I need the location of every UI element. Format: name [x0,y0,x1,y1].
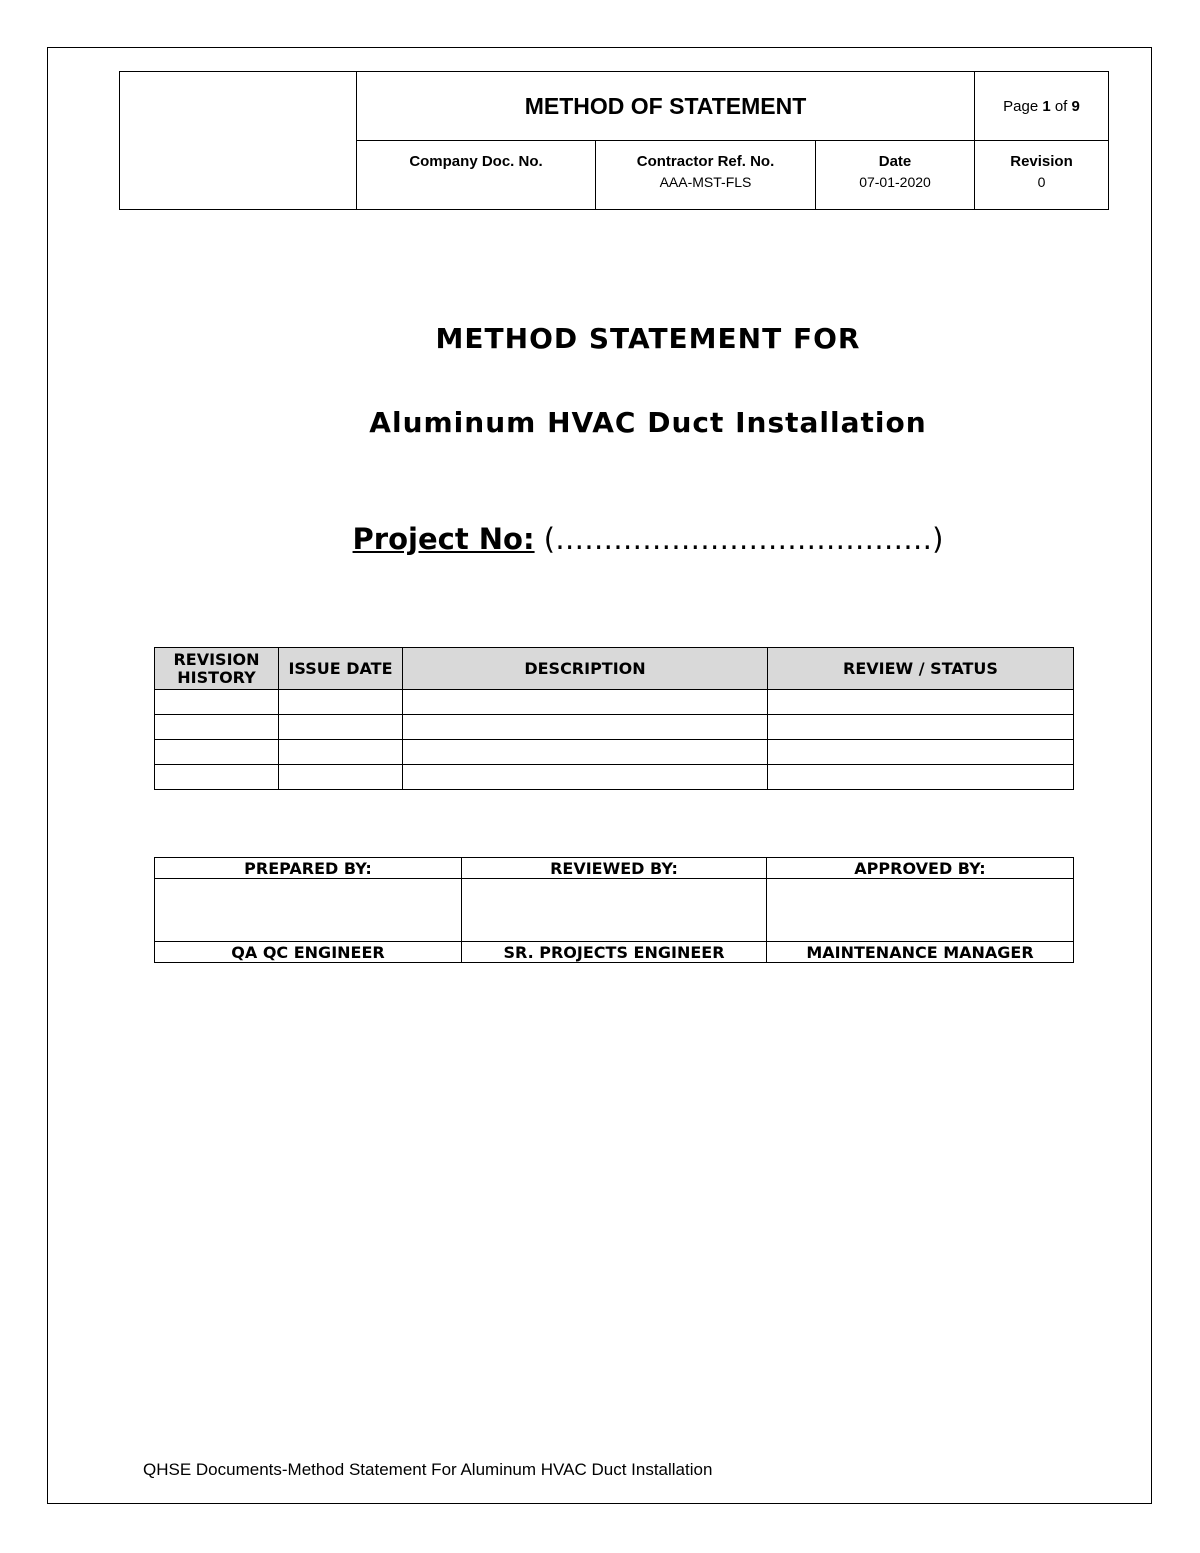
table-cell [403,690,768,715]
table-cell [155,740,279,765]
table-cell [155,765,279,790]
revision-value: 0 [1037,174,1046,190]
table-cell [279,715,403,740]
revision-cell [975,141,1109,210]
table-cell [403,740,768,765]
revision-history-table [154,647,1074,790]
table-row [155,715,1074,740]
reviewed-by-signature [462,879,767,942]
col-issue-date: ISSUE DATE [279,648,403,690]
contractor-ref-value: AAA-MST-FLS [659,174,752,190]
table-row [155,740,1074,765]
prepared-by-label: PREPARED BY: [155,858,462,879]
signature-blank-row [155,879,1074,942]
main-title-line2: Aluminum HVAC Duct Installation [369,406,927,439]
main-title-line1: METHOD STATEMENT FOR [435,322,861,355]
date-label: Date [878,153,912,170]
project-number-label: Project No: [352,522,535,556]
reviewed-by-role: SR. PROJECTS ENGINEER [462,942,767,963]
contractor-ref-cell [596,141,816,210]
company-doc-cell [357,141,596,210]
signature-header-row [155,858,1074,879]
revision-header-row [155,648,1074,690]
contractor-ref-label: Contractor Ref. No. [636,153,775,170]
approved-by-label: APPROVED BY: [767,858,1074,879]
table-cell [279,765,403,790]
page-current: 1 [1042,97,1051,115]
company-doc-label: Company Doc. No. [409,153,543,170]
reviewed-by-label: REVIEWED BY: [462,858,767,879]
col-revision-history: REVISION HISTORY [155,648,279,690]
document-type-title: METHOD OF STATEMENT [357,72,975,141]
revision-label: Revision [1010,153,1073,170]
table-row [155,690,1074,715]
approved-by-role: MAINTENANCE MANAGER [767,942,1074,963]
table-cell [403,715,768,740]
table-cell [403,765,768,790]
page-indicator: Page 1 of 9 [975,72,1109,141]
table-cell [279,690,403,715]
page-footer: QHSE Documents-Method Statement For Aluminum HVAC Duct Installation [143,1460,713,1479]
col-review-status: REVIEW / STATUS [768,648,1074,690]
signature-role-row [155,942,1074,963]
approved-by-signature [767,879,1074,942]
prepared-by-role: QA QC ENGINEER [155,942,462,963]
project-number-value: (…………………………………) [534,522,944,556]
project-number [0,522,1200,556]
table-cell [768,765,1074,790]
document-header-table [119,71,1109,210]
table-cell [155,690,279,715]
logo-cell [120,72,357,210]
page-total: 9 [1071,97,1080,115]
table-cell [768,690,1074,715]
table-cell [768,715,1074,740]
table-cell [768,740,1074,765]
date-cell [816,141,975,210]
date-value: 07-01-2020 [859,174,931,190]
table-cell [279,740,403,765]
signature-table [154,857,1074,963]
prepared-by-signature [155,879,462,942]
table-cell [155,715,279,740]
table-row [155,765,1074,790]
col-description: DESCRIPTION [403,648,768,690]
